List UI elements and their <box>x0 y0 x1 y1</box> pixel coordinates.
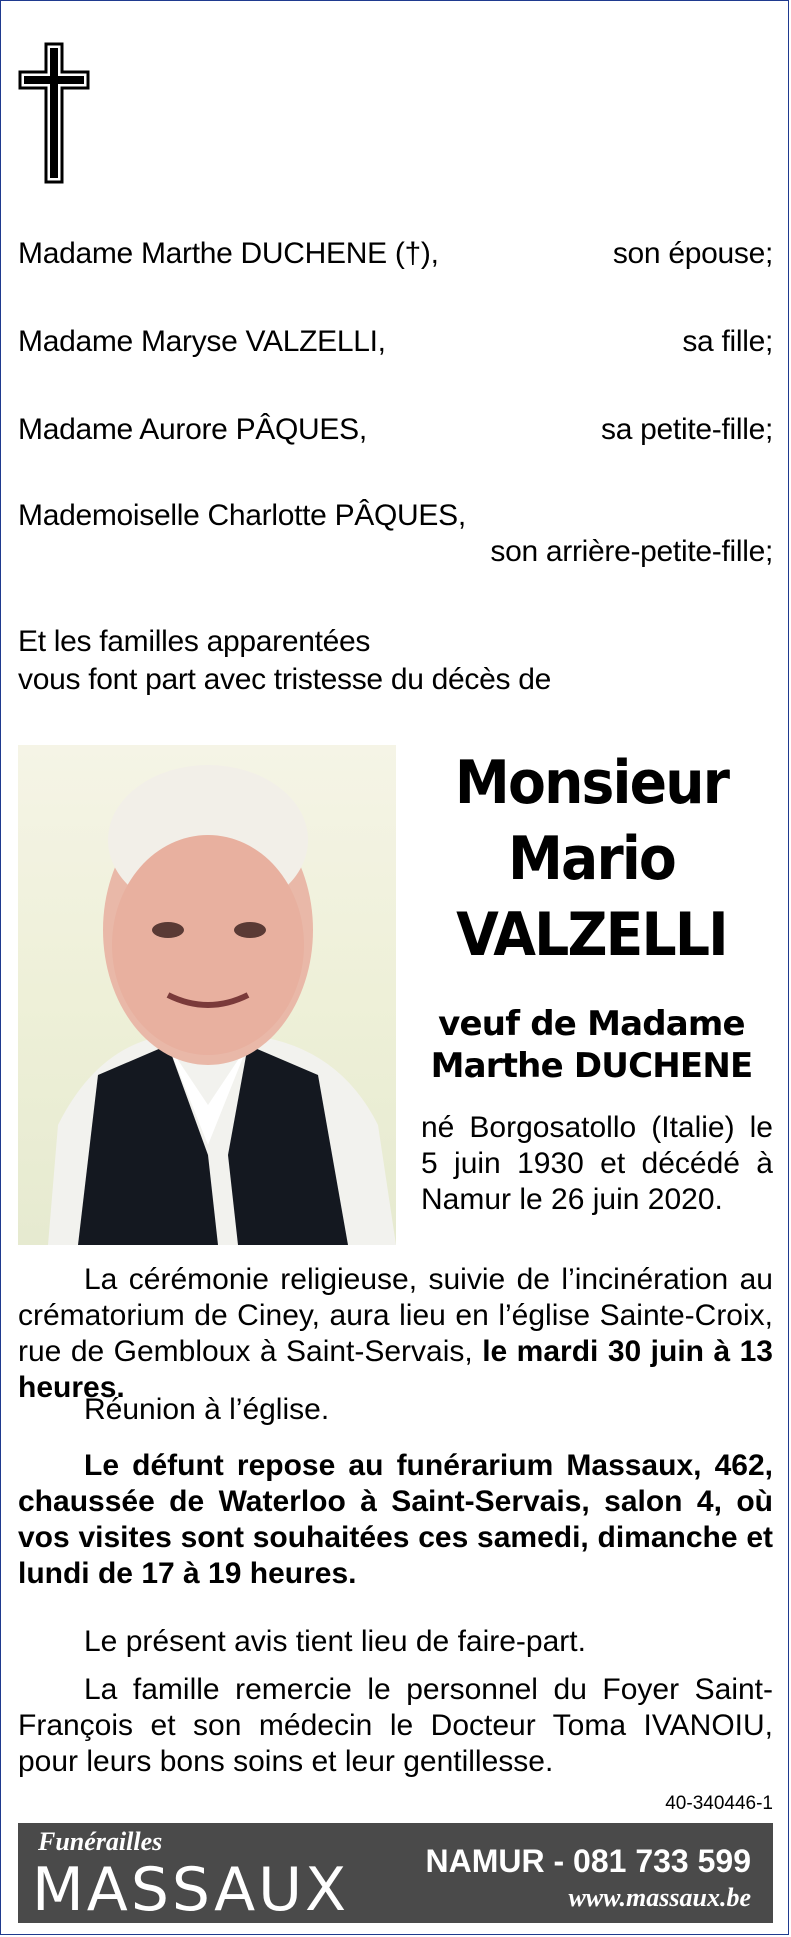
deceased-name <box>410 745 773 973</box>
relative-row <box>18 412 773 448</box>
relative-name: Madame Maryse VALZELLI, <box>18 325 386 358</box>
ceremony-date: le mardi 30 juin à 13 heures. <box>18 1335 773 1404</box>
notice-text: Le présent avis tient lieu de faire-part. <box>84 1625 586 1658</box>
birth-death-info: né Borgosatollo (Italie) le 5 juin 1930 et décédé à Namur le 26 juin 2020. <box>421 1111 773 1216</box>
cross-icon <box>18 42 90 184</box>
deceased-first-name: Mario <box>507 824 676 894</box>
deceased-title: Monsieur <box>454 748 729 818</box>
relative-name: Mademoiselle Charlotte PÂQUES, <box>18 499 466 532</box>
visitation-paragraph: Le défunt repose au funérarium Massaux, 462, chaussée de Waterloo à Saint-Servais, salon 4, où vos visites sont souhaitées ces samedi, dimanche et lundi de 17 à 19 heures. <box>18 1449 773 1590</box>
relative-relation: sa fille; <box>682 325 773 358</box>
banner-company: MASSAUX <box>32 1855 350 1925</box>
relative-relation: son arrière-petite-fille; <box>490 535 773 568</box>
thanks-paragraph: La famille remercie le personnel du Foyer Saint-François et son médecin le Docteur Toma IVANOIU, pour leurs bons soins et leur gentillesse. <box>18 1673 773 1778</box>
relative-row <box>18 324 773 360</box>
reference-number: 40-340446-1 <box>665 1793 773 1814</box>
relative-name: Madame Aurore PÂQUES, <box>18 413 367 446</box>
banner-funerailles: Funérailles <box>38 1827 163 1856</box>
widow-line: Marthe DUCHENE <box>430 1046 753 1086</box>
widow-line: veuf de Madame <box>438 1004 745 1044</box>
funeral-home-banner <box>18 1823 773 1923</box>
ceremony-text: La cérémonie religieuse, suivie de l’incinération au crématorium de Ciney, aura lieu en l’église Sainte-Croix, rue de Gembloux à Saint-Servais, <box>18 1263 773 1368</box>
portrait-photo <box>18 745 396 1245</box>
banner-website: www.massaux.be <box>568 1883 751 1912</box>
deceased-last-name: VALZELLI <box>456 900 727 970</box>
widow-info <box>410 1003 773 1087</box>
relative-relation: son épouse; <box>612 237 773 270</box>
relative-row <box>18 236 773 272</box>
intro-line: vous font part avec tristesse du décès de <box>18 663 552 696</box>
reunion-text: Réunion à l’église. <box>84 1393 330 1426</box>
banner-phone: NAMUR - 081 733 599 <box>425 1843 751 1879</box>
ceremony-paragraph <box>18 1262 773 1406</box>
intro-line: Et les familles apparentées <box>18 625 371 658</box>
relative-name: Madame Marthe DUCHENE (†), <box>18 237 439 270</box>
relative-relation: sa petite-fille; <box>601 413 773 446</box>
